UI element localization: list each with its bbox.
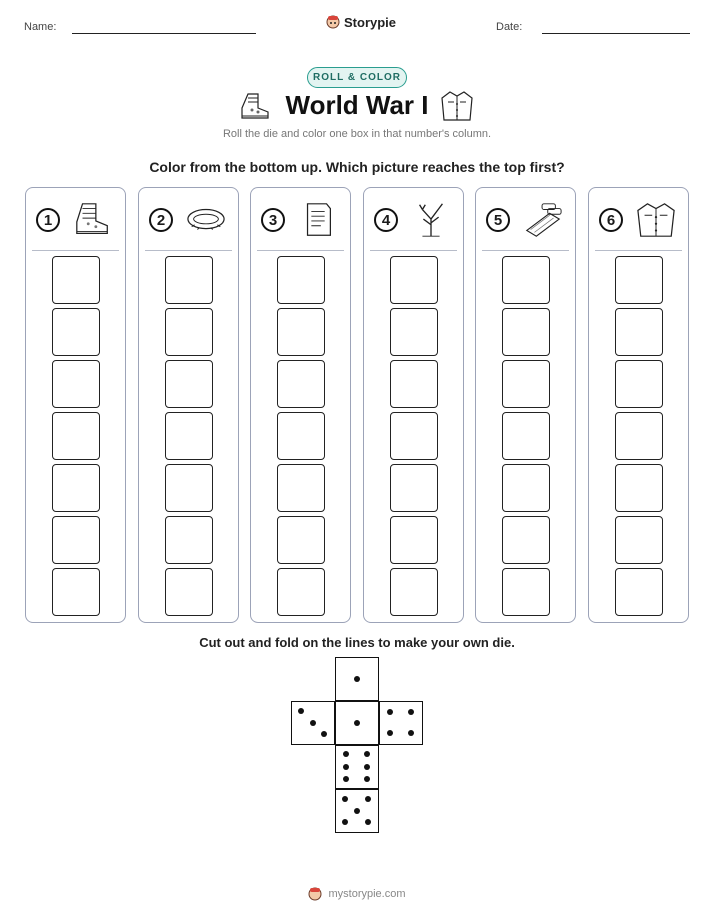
die-face-1 [335, 657, 379, 701]
color-box[interactable] [52, 360, 100, 408]
color-box[interactable] [52, 516, 100, 564]
color-box[interactable] [502, 568, 550, 616]
color-box[interactable] [615, 256, 663, 304]
color-box[interactable] [52, 256, 100, 304]
brand-logo [326, 14, 396, 30]
color-box[interactable] [52, 568, 100, 616]
color-box[interactable] [277, 568, 325, 616]
military-jacket-icon [440, 90, 474, 122]
die-pip [365, 796, 371, 802]
column-divider [482, 250, 569, 251]
color-box[interactable] [165, 308, 213, 356]
column-header [589, 188, 688, 248]
column-divider [595, 250, 682, 251]
roll-color-badge: ROLL & COLOR [307, 67, 407, 88]
page-title: World War I [285, 90, 429, 120]
column-3 [250, 187, 351, 623]
color-box[interactable] [165, 464, 213, 512]
column-divider [145, 250, 232, 251]
color-box[interactable] [165, 568, 213, 616]
die-pip [364, 776, 370, 782]
die-pip [342, 796, 348, 802]
column-5 [475, 187, 576, 623]
color-box[interactable] [277, 360, 325, 408]
brand-name: Storypie [344, 14, 397, 30]
die-pip [354, 720, 360, 726]
die-pip [343, 751, 349, 757]
die-pip [342, 819, 348, 825]
color-box[interactable] [390, 256, 438, 304]
color-box[interactable] [390, 568, 438, 616]
color-box[interactable] [277, 308, 325, 356]
date-line[interactable] [542, 33, 690, 34]
footer [0, 886, 714, 902]
color-box[interactable] [390, 412, 438, 460]
color-box[interactable] [165, 256, 213, 304]
combat-boot-icon [70, 200, 116, 240]
color-box[interactable] [615, 308, 663, 356]
column-number: 5 [486, 208, 510, 232]
trench-sandbag-icon [520, 200, 566, 240]
color-box[interactable] [277, 412, 325, 460]
column-6 [588, 187, 689, 623]
storypie-mascot-icon [326, 14, 340, 30]
die-pip [365, 819, 371, 825]
date-label: Date: [496, 21, 523, 33]
color-box[interactable] [615, 464, 663, 512]
page-subtitle: Roll the die and color one box in that number's column. [222, 128, 492, 140]
footer-site: mystorypie.com [328, 888, 406, 900]
coloring-instruction: Color from the bottom up. Which picture reaches the top first? [149, 159, 565, 175]
die-face-1 [335, 701, 379, 745]
color-box[interactable] [390, 308, 438, 356]
barbed-wire-coil-icon [183, 200, 229, 240]
die-pip [354, 676, 360, 682]
color-box[interactable] [502, 360, 550, 408]
military-jacket-icon [633, 200, 679, 240]
die-pip [408, 730, 414, 736]
color-box[interactable] [502, 464, 550, 512]
paper-letter-icon [295, 200, 341, 240]
column-2 [138, 187, 239, 623]
die-pip [364, 764, 370, 770]
die-face-5 [335, 789, 379, 833]
die-pip [343, 764, 349, 770]
column-number: 6 [599, 208, 623, 232]
die-pip [387, 730, 393, 736]
color-box[interactable] [390, 464, 438, 512]
color-box[interactable] [502, 308, 550, 356]
die-face-4 [379, 701, 423, 745]
column-number: 2 [149, 208, 173, 232]
die-pip [343, 776, 349, 782]
color-box[interactable] [52, 308, 100, 356]
color-box[interactable] [615, 568, 663, 616]
column-number: 1 [36, 208, 60, 232]
column-1 [25, 187, 126, 623]
die-pip [387, 709, 393, 715]
color-box[interactable] [502, 516, 550, 564]
color-box[interactable] [615, 412, 663, 460]
column-divider [32, 250, 119, 251]
column-header [139, 188, 238, 248]
color-box[interactable] [52, 412, 100, 460]
name-label: Name: [24, 21, 57, 33]
color-box[interactable] [52, 464, 100, 512]
die-pip [364, 751, 370, 757]
name-line[interactable] [72, 33, 256, 34]
bare-tree-icon [408, 200, 454, 240]
column-number: 3 [261, 208, 285, 232]
column-number: 4 [374, 208, 398, 232]
color-box[interactable] [502, 256, 550, 304]
die-pip [408, 709, 414, 715]
column-header [26, 188, 125, 248]
column-divider [370, 250, 457, 251]
die-pip [321, 731, 327, 737]
die-face-6 [335, 745, 379, 789]
die-pip [310, 720, 316, 726]
die-face-3 [291, 701, 335, 745]
color-box[interactable] [277, 256, 325, 304]
column-header [476, 188, 575, 248]
column-4 [363, 187, 464, 623]
color-box[interactable] [615, 360, 663, 408]
die-pip [298, 708, 304, 714]
color-box[interactable] [165, 516, 213, 564]
color-box[interactable] [165, 412, 213, 460]
color-box[interactable] [165, 360, 213, 408]
column-header [364, 188, 463, 248]
color-box[interactable] [277, 516, 325, 564]
color-box[interactable] [502, 412, 550, 460]
column-divider [257, 250, 344, 251]
die-pip [354, 808, 360, 814]
color-box[interactable] [390, 360, 438, 408]
color-box[interactable] [615, 516, 663, 564]
die-instruction: Cut out and fold on the lines to make your own die. [199, 635, 515, 650]
storypie-mascot-icon [308, 886, 322, 902]
color-box[interactable] [390, 516, 438, 564]
color-box[interactable] [277, 464, 325, 512]
column-header [251, 188, 350, 248]
